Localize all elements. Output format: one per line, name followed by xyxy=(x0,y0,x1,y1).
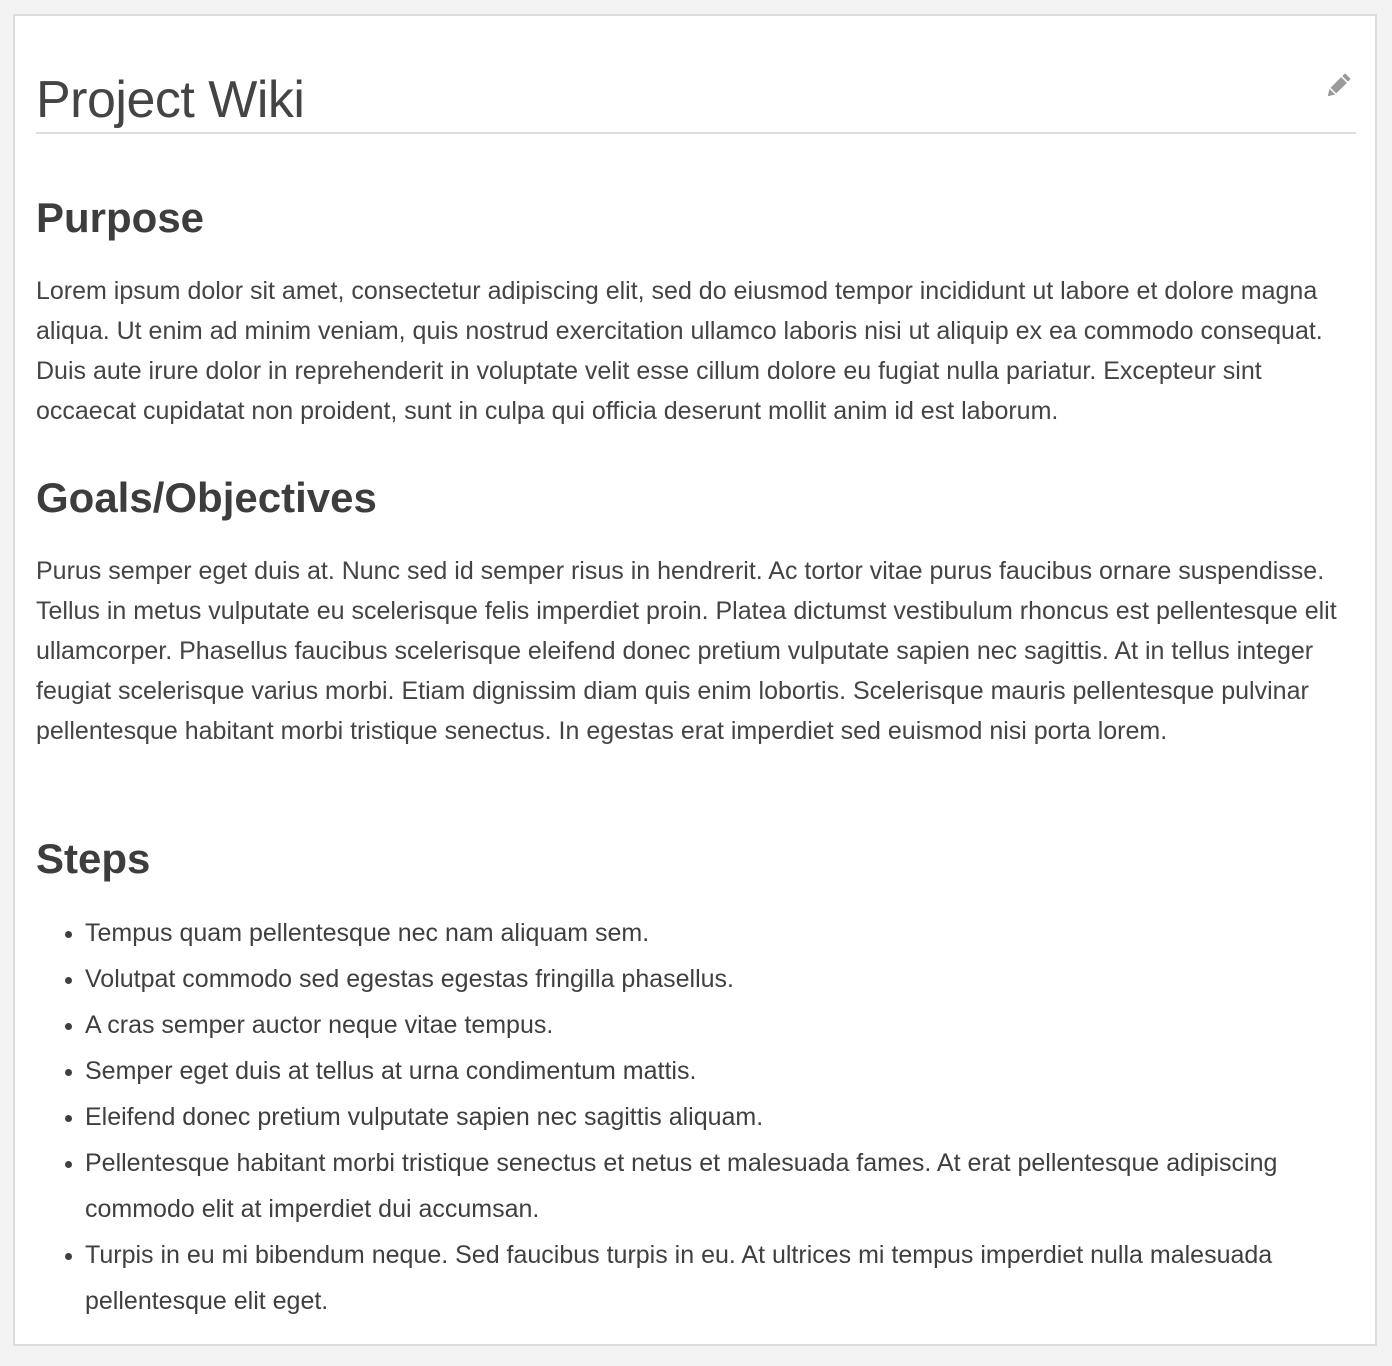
wiki-content xyxy=(36,16,1356,1315)
steps-list xyxy=(36,910,1356,1324)
goals-text: Purus semper eget duis at. Nunc sed id semper risus in hendrerit. Ac tortor vitae purus faucibus ornare suspendisse. Tellus in metus vulputate eu scelerisque felis imperdiet proin. Platea dictumst vestibulum rhoncus est pellentesque elit ullamcorper. Phasellus faucibus scelerisque eleifend donec pretium vulputate sapien nec sagittis. At in tellus integer feugiat scelerisque varius morbi. Etiam dignissim diam quis enim lobortis. Scelerisque mauris pellentesque pulvinar pellentesque habitant morbi tristique senectus. In egestas erat imperdiet sed euismod nisi porta lorem. xyxy=(36,557,1337,745)
purpose-text: Lorem ipsum dolor sit amet, consectetur adipiscing elit, sed do eiusmod tempor incididunt ut labore et dolore magna aliqua. Ut enim ad minim veniam, quis nostrud exercitation ullamco laboris nisi ut aliquip ex ea commodo consequat. Duis aute irure dolor in reprehenderit in voluptate velit esse cillum dolore eu fugiat nulla pariatur. Excepteur sint occaecat cupidatat non proident, sunt in culpa qui officia deserunt mollit anim id est laborum. xyxy=(36,277,1323,425)
list-item: • Eleifend donec pretium vulputate sapien nec sagittis aliquam. xyxy=(85,1094,1356,1140)
steps-heading: Steps xyxy=(36,835,151,882)
pencil-icon xyxy=(1323,71,1353,101)
purpose-heading: Purpose xyxy=(36,194,205,241)
goals-section xyxy=(36,472,1356,751)
list-item: • Volutpat commodo sed egestas egestas fringilla phasellus. xyxy=(85,956,1356,1002)
purpose-section xyxy=(36,192,1356,431)
list-item: • Turpis in eu mi bibendum neque. Sed faucibus turpis in eu. At ultrices mi tempus imperdiet nulla malesuada pellentesque elit eget. xyxy=(85,1232,1356,1324)
list-item: • A cras semper auctor neque vitae tempus. xyxy=(85,1002,1356,1048)
list-item: • Semper eget duis at tellus at urna condimentum mattis. xyxy=(85,1048,1356,1094)
steps-section xyxy=(36,833,1356,1324)
title-bar xyxy=(36,16,1356,134)
list-item: • Pellentesque habitant morbi tristique senectus et netus et malesuada fames. At erat pellentesque adipiscing commodo elit at imperdiet dui accumsan. xyxy=(85,1140,1356,1232)
wiki-card xyxy=(13,14,1377,1346)
edit-button[interactable] xyxy=(1322,70,1354,102)
list-item: • Tempus quam pellentesque nec nam aliquam sem. xyxy=(85,910,1356,956)
page-title: Project Wiki xyxy=(36,71,305,129)
goals-heading: Goals/Objectives xyxy=(36,474,377,521)
